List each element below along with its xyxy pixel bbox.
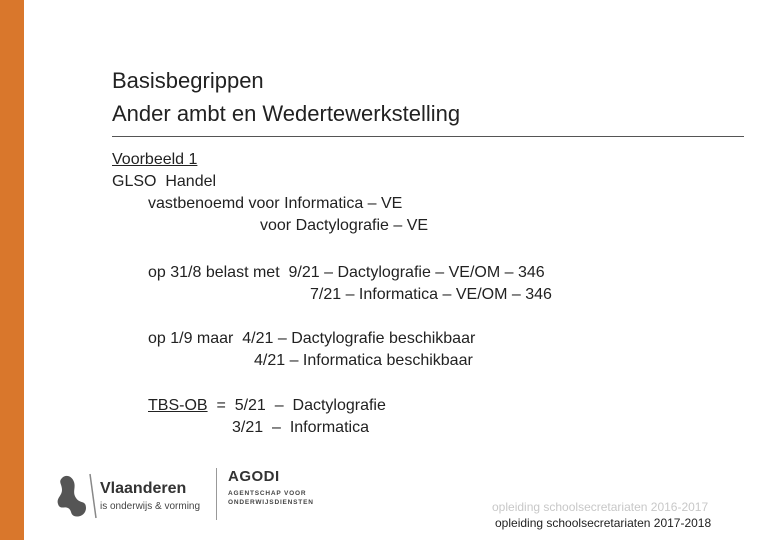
- appointment-line-1: vastbenoemd voor Informatica – VE: [148, 195, 403, 212]
- tbs-line-1: [148, 395, 386, 417]
- tbs-line-1-rest: = 5/21 – Dactylografie: [207, 397, 386, 414]
- tbs-line-2: 3/21 – Informatica: [232, 419, 369, 436]
- vlaanderen-wordmark: Vlaanderen: [100, 480, 187, 497]
- logo-divider: [216, 468, 217, 520]
- agodi-tagline-line-2: ONDERWIJSDIENSTEN: [228, 499, 314, 506]
- example-label: Voorbeeld 1: [112, 151, 198, 168]
- side-accent-bar: [0, 0, 24, 540]
- available-line-2: 4/21 – Informatica beschikbaar: [254, 352, 473, 369]
- agodi-tagline: [228, 489, 314, 507]
- load-line-2: 7/21 – Informatica – VE/OM – 346: [310, 286, 552, 303]
- vlaanderen-tagline: is onderwijs & vorming: [100, 501, 201, 512]
- footer-text: opleiding schoolsecretariaten 2017-2018: [495, 516, 712, 530]
- slide-title: [112, 64, 460, 130]
- school-line: GLSO Handel: [112, 173, 217, 190]
- appointment-line-2: voor Dactylografie – VE: [260, 217, 429, 234]
- load-line-1: op 31/8 belast met 9/21 – Dactylografie – VE/OM – 346: [148, 264, 545, 281]
- agodi-tagline-line-1: AGENTSCHAP VOOR: [228, 490, 307, 497]
- title-line-1: Basisbegrippen: [112, 68, 264, 93]
- available-line-1: op 1/9 maar 4/21 – Dactylografie beschikbaar: [148, 330, 476, 347]
- agodi-wordmark: AGODI: [228, 468, 280, 485]
- title-line-2: Ander ambt en Wedertewerkstelling: [112, 101, 461, 126]
- title-divider: [112, 136, 744, 137]
- footer-ghost-text: opleiding schoolsecretariaten 2016-2017: [492, 500, 709, 514]
- tbs-label: TBS-OB: [148, 397, 208, 414]
